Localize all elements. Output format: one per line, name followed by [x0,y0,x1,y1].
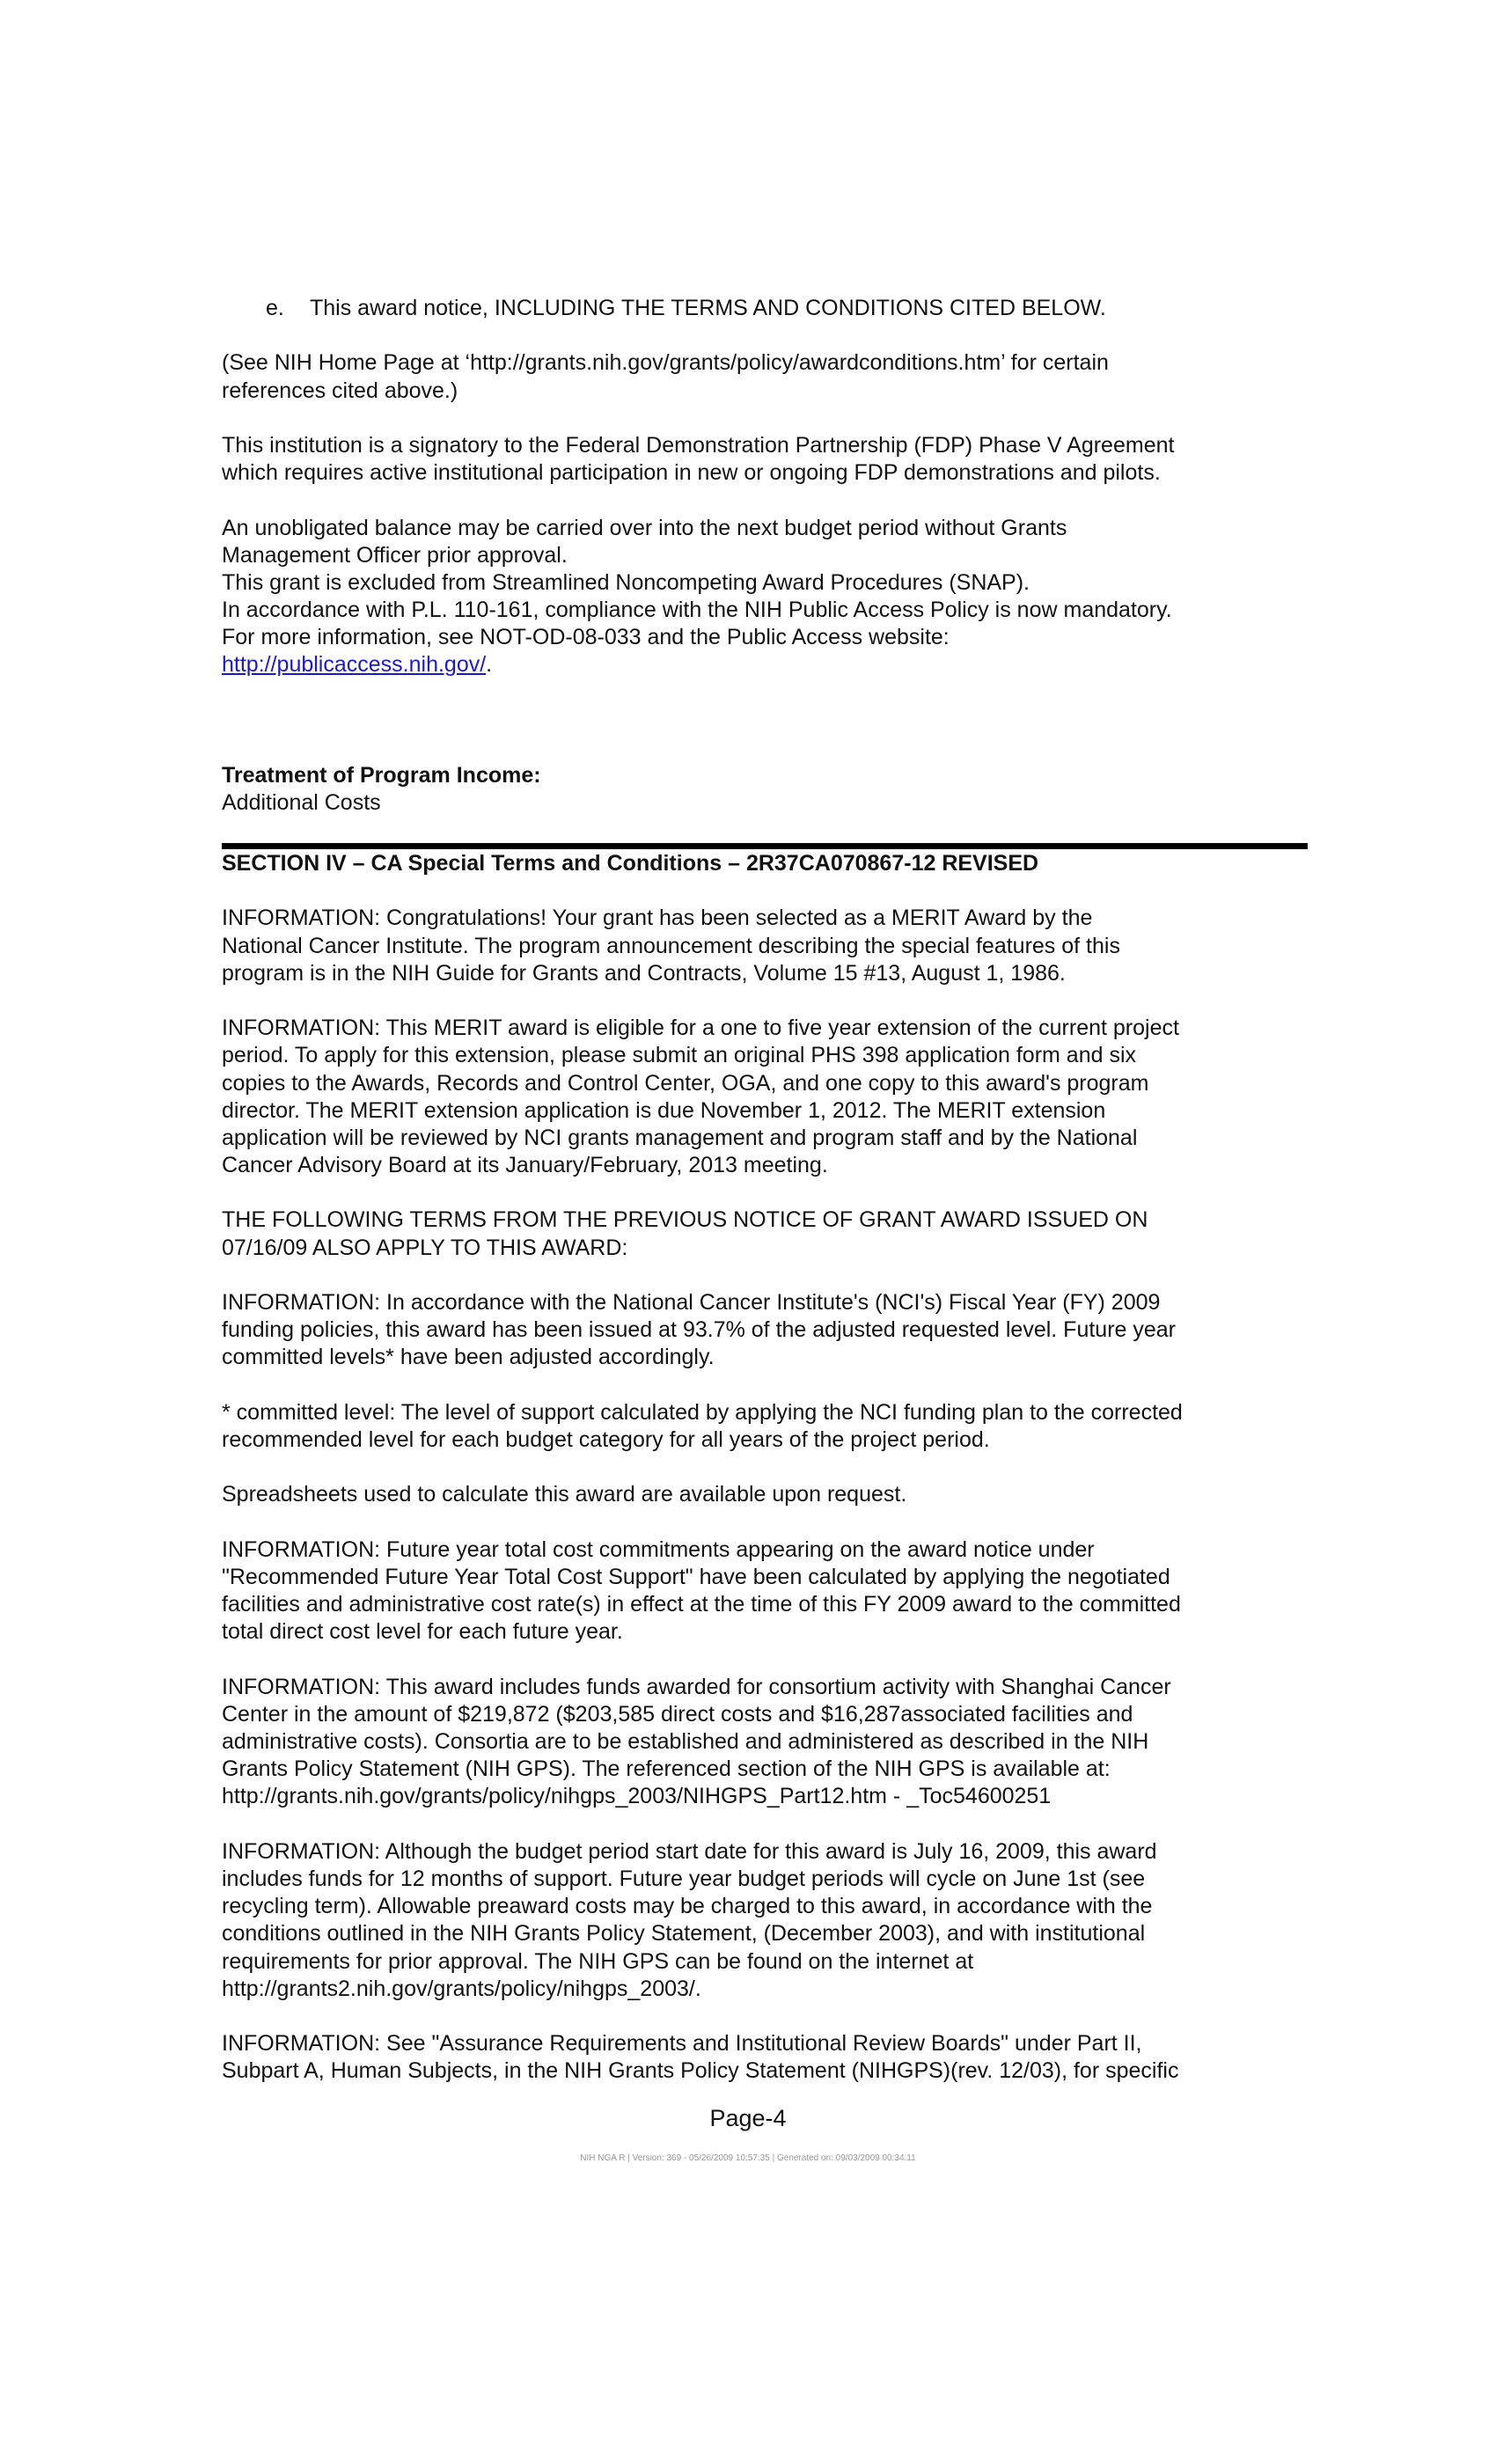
text-line: 07/16/09 ALSO APPLY TO THIS AWARD: [222,1235,628,1260]
paragraph [222,1481,1183,1508]
text-line: application will be reviewed by NCI grants management and program staff and by the National [222,1125,1138,1150]
text-line: committed levels* have been adjusted accordingly. [222,1345,715,1370]
paragraph [222,1838,1183,2003]
text-line: requirements for prior approval. The NIH GPS can be found on the internet at [222,1948,974,1974]
text-line: funding policies, this award has been issued at 93.7% of the adjusted requested level. Future year [222,1317,1177,1343]
list-item-text: This award notice, INCLUDING THE TERMS AND CONDITIONS CITED BELOW. [310,296,1106,320]
text-line: http://grants2.nih.gov/grants/policy/nihgps_2003/. [222,1976,701,2001]
text-line: administrative costs). Consortia are to be established and administered as described in the NIH [222,1729,1149,1754]
page-number: Page-4 [709,2105,787,2131]
link-suffix: . [486,652,493,678]
text-line: facilities and administrative cost rate(s) in effect at the time of this FY 2009 award to the committed [222,1592,1181,1617]
text-line: Management Officer prior approval. [222,542,568,568]
text-line: For more information, see NOT-OD-08-033 and the Public Access website: [222,625,950,650]
text-line: INFORMATION: This award includes funds awarded for consortium activity with Shanghai Cancer [222,1674,1171,1699]
paragraph [222,1289,1183,1372]
text-line: National Cancer Institute. The program announcement describing the special features of this [222,933,1120,958]
paragraph [222,1536,1183,1646]
text-line: Grants Policy Statement (NIH GPS). The referenced section of the NIH GPS is available at: [222,1756,1111,1782]
program-income [222,762,541,817]
text-line: This grant is excluded from Streamlined Noncompeting Award Procedures (SNAP). [222,569,1030,595]
snap-paragraph [222,569,1174,679]
text-line: This institution is a signatory to the Federal Demonstration Partnership (FDP) Phase V Agreement [222,432,1175,458]
paragraph [222,1399,1183,1454]
text-line: copies to the Awards, Records and Control Center, OGA, and one copy to this award's program [222,1070,1149,1096]
list-item-e [222,295,1174,322]
text-line: conditions outlined in the NIH Grants Policy Statement, (December 2003), and with institutional [222,1921,1146,1947]
paragraph [222,2030,1183,2085]
section-heading: SECTION IV – CA Special Terms and Conditions – 2R37CA070867-12 REVISED [222,851,1039,876]
text-line: http://grants.nih.gov/grants/policy/nihgps_2003/NIHGPS_Part12.htm - _Toc54600251 [222,1784,1052,1809]
text-line: Center in the amount of $219,872 ($203,585 direct costs and $16,287associated facilities and [222,1701,1133,1727]
public-access-link[interactable]: http://publicaccess.nih.gov/ [222,652,487,678]
text-line: In accordance with P.L. 110-161, compliance with the NIH Public Access Policy is now mandatory. [222,598,1172,623]
text-line: INFORMATION: In accordance with the National Cancer Institute's (NCI's) Fiscal Year (FY) 2009 [222,1290,1161,1315]
text-line: INFORMATION: Future year total cost commitments appearing on the award notice under [222,1536,1095,1562]
text-line: INFORMATION: See "Assurance Requirements and Institutional Review Boards" under Part II, [222,2031,1142,2057]
paragraph [222,432,1174,487]
section-divider [222,843,1308,849]
text-line: Subpart A, Human Subjects, in the NIH Grants Policy Statement (NIHGPS)(rev. 12/03), for specific [222,2058,1179,2084]
top-content [222,295,1174,679]
text-line: director. The MERIT extension application is due November 1, 2012. The MERIT extension [222,1097,1106,1123]
text-line: references cited above.) [222,378,458,403]
paragraph [222,905,1183,987]
text-line: Spreadsheets used to calculate this award are available upon request. [222,1482,907,1507]
text-line: INFORMATION: Although the budget period start date for this award is July 16, 2009, this award [222,1838,1157,1864]
text-line: total direct cost level for each future year. [222,1619,623,1645]
text-line: Cancer Advisory Board at its January/February, 2013 meeting. [222,1153,828,1178]
text-line: THE FOLLOWING TERMS FROM THE PREVIOUS NOTICE OF GRANT AWARD ISSUED ON [222,1207,1148,1233]
document-footer: NIH NGA R | Version: 369 - 05/26/2009 10:57:35 | Generated on: 09/03/2009 00:34:11 [580,2153,916,2163]
text-line: includes funds for 12 months of support. Future year budget periods will cycle on June 1st (see [222,1866,1146,1891]
paragraph [222,1674,1183,1811]
list-marker: e. [266,296,284,320]
text-line: INFORMATION: Congratulations! Your grant has been selected as a MERIT Award by the [222,906,1093,931]
paragraph [222,1015,1183,1179]
text-line: An unobligated balance may be carried over into the next budget period without Grants [222,515,1067,540]
paragraph [222,1206,1183,1261]
text-line: recommended level for each budget category for all years of the project period. [222,1426,990,1452]
text-line: (See NIH Home Page at ‘http://grants.nih.gov/grants/policy/awardconditions.htm’ for certain [222,350,1109,376]
text-line: INFORMATION: This MERIT award is eligible for a one to five year extension of the current project [222,1016,1179,1041]
text-line: period. To apply for this extension, please submit an original PHS 398 application form and six [222,1043,1137,1068]
program-income-heading: Treatment of Program Income: [222,763,541,788]
program-income-value: Additional Costs [222,790,381,816]
text-line: recycling term). Allowable preaward costs may be charged to this award, in accordance with the [222,1894,1153,1919]
paragraph [222,349,1174,404]
section-iv [222,850,1183,2085]
paragraph [222,515,1174,569]
text-line: which requires active institutional participation in new or ongoing FDP demonstrations and pilots. [222,460,1161,486]
text-line: program is in the NIH Guide for Grants and Contracts, Volume 15 #13, August 1, 1986. [222,960,1066,986]
text-line: * committed level: The level of support calculated by applying the NCI funding plan to the corrected [222,1399,1183,1425]
text-line: "Recommended Future Year Total Cost Support" have been calculated by applying the negotiated [222,1564,1170,1589]
